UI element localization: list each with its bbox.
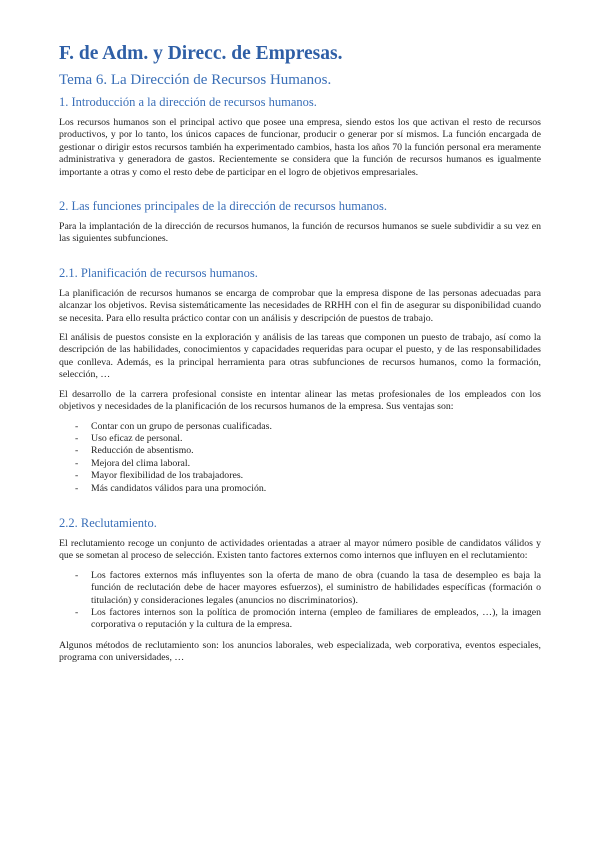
section-2-1-paragraph: La planificación de recursos humanos se encarga de comprobar que la empresa dispone de las personas adecuadas para alcanzar los objetivos. Revisa sistemáticamente las necesidades de RRHH con el fin de asegurar su disponibilidad cuando se necesita. Para ello resulta práctico contar con un análisis y descripción de puestos de trabajo. xyxy=(59,287,541,324)
section-2-1-paragraph: El desarrollo de la carrera profesional consiste en intentar alinear las metas profesionales de los empleados con los objetivos y necesidades de la planificación de los recursos humanos de la empresa. Sus ventajas son: xyxy=(59,388,541,413)
section-2-1-heading: 2.1. Planificación de recursos humanos. xyxy=(59,265,258,280)
section-2-1-bullet-list xyxy=(59,421,541,495)
list-item: - Contar con un grupo de personas cualificadas. xyxy=(75,420,272,432)
document-subtitle: Tema 6. La Dirección de Recursos Humanos. xyxy=(59,72,332,88)
list-item: - Los factores externos más influyentes son la oferta de mano de obra (cuando la tasa de desempleo es baja la función de reclutación debe de hacer mayores esfuerzos), el suministro de habilidades específicas (formación o titulación) y consideraciones legales (anuncios no discriminatorios). xyxy=(75,569,541,606)
section-1-paragraph: Los recursos humanos son el principal activo que posee una empresa, siendo estos los que activan el resto de recursos productivos, y por lo tanto, los únicos capaces de funcionar, producir o generar por sí mismos. La función encargada de gestionar o dirigir estos recursos también ha experimentado cambios, hasta los años 70 la función personal era meramente administrativa y generadora de gastos. Recientemente se considera que la función de recursos humanos es igualmente importante a otras y como el resto debe de participar en el logro de objetivos empresariales. xyxy=(59,117,541,178)
list-item: - Los factores internos son la política de promoción interna (empleo de familiares de empleados, …), la imagen corporativa o reputación y la cultura de la empresa. xyxy=(75,606,541,631)
section-2-2-heading: 2.2. Reclutamiento. xyxy=(59,515,157,530)
document-title: F. de Adm. y Direcc. de Empresas. xyxy=(59,43,343,64)
section-2-2-closing: Algunos métodos de reclutamiento son: los anuncios laborales, web especializada, web corporativa, eventos especiales, programa con universidades, … xyxy=(59,639,541,664)
list-item: - Uso eficaz de personal. xyxy=(75,432,183,444)
section-2-2-bullet-list xyxy=(59,570,541,632)
section-1-heading: 1. Introducción a la dirección de recursos humanos. xyxy=(59,95,317,109)
section-2-2-paragraph: El reclutamiento recoge un conjunto de actividades orientadas a atraer al mayor número posible de candidatos válidos y que se sometan al proceso de selección. Existen tanto factores externos como internos que influyen en el reclutamiento: xyxy=(59,537,541,562)
section-2-heading: 2. Las funciones principales de la dirección de recursos humanos. xyxy=(59,199,388,214)
list-item: - Reducción de absentismo. xyxy=(75,445,194,457)
list-item: - Más candidatos válidos para una promoción. xyxy=(75,482,267,494)
section-2-paragraph: Para la implantación de la dirección de recursos humanos, la función de recursos humanos se suele subdividir a su vez en las siguientes subfunciones. xyxy=(59,221,541,245)
section-2-1-paragraph: El análisis de puestos consiste en la exploración y análisis de las tareas que componen un puesto de trabajo, así como la descripción de las habilidades, conocimientos y capacidades requeridas para ocupar el puesto, y de las responsabilidades que conlleva. Además, es la principal herramienta para otras subfunciones de recursos humanos, como la formación, selección, … xyxy=(59,332,541,381)
list-item: - Mayor flexibilidad de los trabajadores. xyxy=(75,470,244,482)
list-item: - Mejora del clima laboral. xyxy=(75,457,191,469)
